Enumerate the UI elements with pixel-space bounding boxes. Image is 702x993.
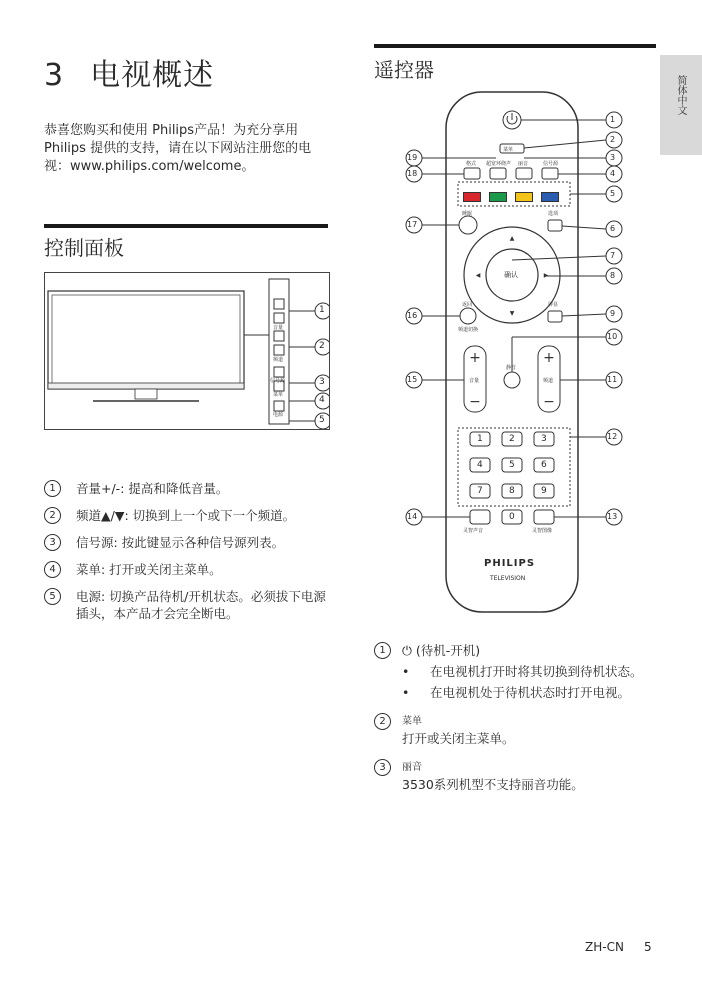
cp-callout-2: 2: [319, 341, 325, 351]
side-label-power: 电源: [273, 412, 284, 418]
cp-callout-5: 5: [319, 415, 325, 425]
item-number: 1: [374, 642, 391, 659]
brand-logo: PHILIPS: [484, 558, 536, 569]
digit-6-button[interactable]: 6: [541, 460, 547, 470]
item-number: 1: [44, 480, 61, 497]
intro-paragraph: 恭喜您购买和使用 Philips产品！为充分享用Philips 提供的支持，请在以下网站注册您的电视：www.philips.com/welcome。: [44, 123, 312, 174]
list-item: [44, 507, 334, 524]
language-tab-label: 简体中文: [675, 75, 686, 115]
svg-text:▶: ▶: [543, 272, 549, 279]
list-item: [44, 561, 334, 578]
remote-callout-4: 4: [610, 169, 616, 178]
page-number: 5: [643, 940, 652, 954]
yellow-button[interactable]: [515, 192, 533, 202]
side-label-source: 信号源: [270, 378, 286, 384]
remote-figure: [400, 90, 640, 620]
digit-0-button[interactable]: 0: [509, 512, 515, 522]
digit-3-button[interactable]: 3: [541, 434, 547, 444]
remote-callout-1: 1: [610, 115, 616, 124]
item-text: 菜单: 打开或关闭主菜单。: [76, 562, 222, 577]
svg-text:+: +: [469, 350, 481, 366]
control-panel-heading: 控制面板: [44, 236, 124, 260]
remote-callout-12: 12: [607, 432, 618, 441]
item-title: ⏻ (待机-开机): [402, 643, 481, 658]
svg-text:◀: ◀: [475, 272, 481, 279]
item-title: 菜单: [402, 716, 422, 727]
item-text: 打开或关闭主菜单。: [402, 731, 515, 746]
remote-illustration: [400, 90, 640, 620]
bullet-text: • 在电视机处于待机状态时打开电视。: [402, 684, 654, 701]
remote-callout-9: 9: [610, 309, 616, 318]
remote-callout-11: 11: [607, 375, 618, 384]
cp-callout-1: 1: [319, 305, 325, 315]
item-number: 2: [44, 507, 61, 524]
remote-callout-18: 18: [407, 169, 418, 178]
digit-2-button[interactable]: 2: [509, 434, 515, 444]
mute-label: 静音: [506, 365, 517, 371]
surround-label: 超宽环绕声: [486, 161, 512, 167]
section-divider: [374, 44, 656, 48]
digit-1-button[interactable]: 1: [477, 434, 483, 444]
side-label-volume: 音量: [273, 325, 284, 331]
remote-callout-16: 16: [407, 311, 418, 320]
side-label-channel: 频道: [273, 357, 284, 363]
remote-callout-14: 14: [407, 512, 418, 521]
item-text: 3530系列机型不支持丽音功能。: [402, 777, 584, 792]
remote-callout-19: 19: [407, 153, 418, 162]
item-title: 丽音: [402, 762, 422, 773]
brand-subtitle: TELEVISION: [490, 575, 526, 582]
chapter-title-text: 电视概述: [90, 58, 215, 93]
remote-callout-17: 17: [407, 220, 418, 229]
svg-text:▼: ▼: [509, 310, 515, 317]
remote-callout-3: 3: [610, 153, 616, 162]
digit-7-button[interactable]: 7: [477, 486, 483, 496]
options-label: 选项: [548, 211, 559, 217]
channel-switch-label: 频道切换: [458, 327, 479, 333]
clear-sound-label: 丽音: [518, 161, 529, 167]
sleep-label: 睡眠: [462, 211, 473, 217]
list-item: [44, 588, 334, 622]
back-label: 返回: [462, 302, 473, 308]
bullet-text: • 在电视机打开时将其切换到待机状态。: [402, 663, 654, 680]
footer-language: ZH-CN: [585, 940, 624, 954]
screen-label: 屏显: [548, 302, 559, 308]
ok-button-label: 确认: [504, 271, 518, 279]
control-panel-list: [44, 480, 334, 632]
tv-illustration: [45, 273, 329, 429]
remote-callout-10: 10: [607, 332, 618, 341]
item-text: 频道▲/▼: 切换到上一个或下一个频道。: [76, 508, 296, 523]
remote-callout-8: 8: [610, 271, 616, 280]
blue-button[interactable]: [541, 192, 559, 202]
smart-sound-label: 灵智声音: [463, 528, 484, 534]
item-number: 3: [374, 759, 391, 776]
svg-text:+: +: [543, 350, 555, 366]
page-footer: [585, 940, 652, 954]
language-tab: [660, 55, 702, 155]
cp-callout-3: 3: [319, 377, 325, 387]
section-divider: [44, 224, 328, 228]
svg-text:−: −: [543, 394, 555, 410]
item-number: 4: [44, 561, 61, 578]
digit-5-button[interactable]: 5: [509, 460, 515, 470]
volume-label: 音量: [469, 378, 480, 384]
remote-heading: 遥控器: [374, 58, 434, 82]
source-label: 信号源: [543, 161, 559, 167]
chapter-number: 3: [44, 58, 65, 93]
item-number: 2: [374, 713, 391, 730]
svg-text:▲: ▲: [509, 235, 515, 242]
side-label-menu: 菜单: [273, 392, 284, 398]
remote-callout-2: 2: [610, 135, 616, 144]
control-panel-figure: [44, 272, 330, 430]
remote-callout-15: 15: [407, 375, 418, 384]
chapter-title: [44, 50, 214, 94]
format-label: 格式: [466, 161, 477, 167]
digit-9-button[interactable]: 9: [541, 486, 547, 496]
list-item: [374, 642, 654, 701]
item-text: 信号源: 按此键显示各种信号源列表。: [76, 535, 285, 550]
item-text: 音量+/-: 提高和降低音量。: [76, 481, 229, 496]
digit-4-button[interactable]: 4: [477, 460, 483, 470]
remote-description-list: [374, 642, 654, 805]
red-button[interactable]: [463, 192, 481, 202]
list-item: [374, 759, 654, 793]
menu-button-label: 菜单: [503, 147, 514, 153]
item-text: 电源: 切换产品待机/开机状态。必须拔下电源插头，本产品才会完全断电。: [76, 589, 326, 621]
remote-callout-7: 7: [610, 251, 616, 260]
green-button[interactable]: [489, 192, 507, 202]
list-item: [44, 534, 334, 551]
remote-callout-5: 5: [610, 189, 616, 198]
item-number: 5: [44, 588, 61, 605]
digit-8-button[interactable]: 8: [509, 486, 515, 496]
channel-label: 频道: [543, 378, 554, 384]
list-item: [374, 713, 654, 747]
cp-callout-4: 4: [319, 395, 325, 405]
list-item: [44, 480, 334, 497]
item-number: 3: [44, 534, 61, 551]
remote-callout-6: 6: [610, 224, 616, 233]
remote-callout-13: 13: [607, 512, 618, 521]
smart-picture-label: 灵智图像: [532, 528, 553, 534]
svg-text:−: −: [469, 394, 481, 410]
